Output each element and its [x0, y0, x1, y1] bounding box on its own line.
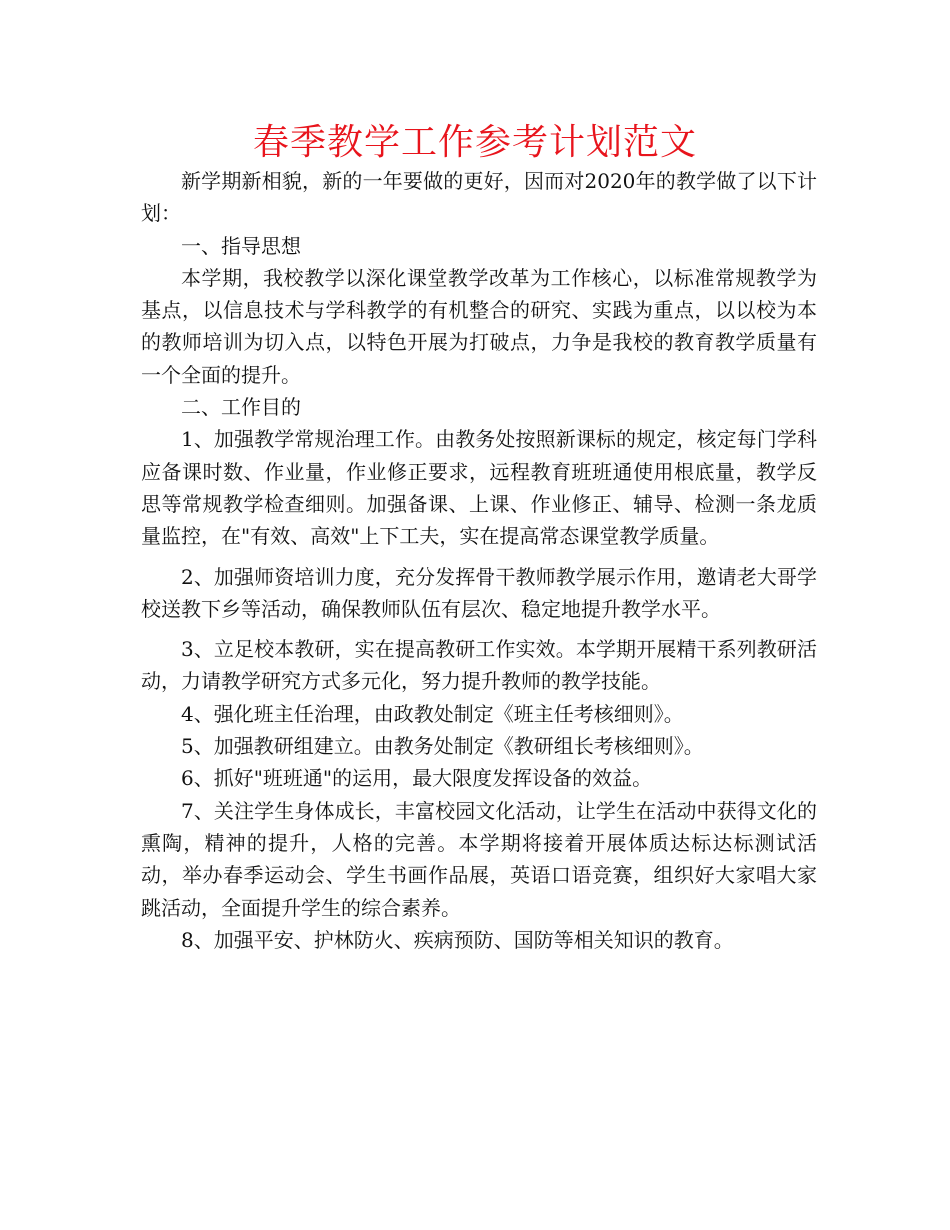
- section-heading-guiding-ideology: 一、指导思想: [181, 233, 301, 258]
- guiding-ideology-paragraph: 本学期，我校教学以深化课堂教学改革为工作核心，以标准常规教学为基点，以信息技术与学科教学的有机整合的研究、实践为重点，以以校为本的教师培训为切入点，以特色开展为打破点，力争是我校的教育教学质量有一个全面的提升。: [141, 265, 817, 387]
- goal-item-8: 8、加强平安、护林防火、疾病预防、国防等相关知识的教育。: [181, 927, 734, 952]
- goal-item-2: 2、加强师资培训力度，充分发挥骨干教师教学展示作用，邀请老大哥学校送教下乡等活动，确保教师队伍有层次、稳定地提升教学水平。: [141, 564, 817, 621]
- goal-item-6: 6、抓好"班班通"的运用，最大限度发挥设备的效益。: [181, 766, 653, 791]
- intro-paragraph: 新学期新相貌，新的一年要做的更好，因而对2020年的教学做了以下计划：: [141, 169, 817, 226]
- goal-item-7: 7、关注学生身体成长，丰富校园文化活动，让学生在活动中获得文化的熏陶，精神的提升，人格的完善。本学期将接着开展体质达标达标测试活动，举办春季运动会、学生书画作品展，英语口语竞赛，组织好大家唱大家跳活动，全面提升学生的综合素养。: [141, 798, 817, 920]
- goal-item-4: 4、强化班主任治理，由政教处制定《班主任考核细则》。: [181, 701, 684, 726]
- goal-item-3: 3、立足校本教研，实在提高教研工作实效。本学期开展精干系列教研活动，力请教学研究方式多元化，努力提升教师的教学技能。: [141, 637, 817, 694]
- document-body: [141, 165, 817, 956]
- goal-item-5: 5、加强教研组建立。由教务处制定《教研组长考核细则》。: [181, 734, 704, 759]
- document-title: 春季教学工作参考计划范文: [252, 122, 697, 163]
- section-heading-work-goals: 二、工作目的: [181, 395, 301, 420]
- goal-item-1: 1、加强教学常规治理工作。由教务处按照新课标的规定，核定每门学科应备课时数、作业量，作业修正要求，远程教育班班通使用根底量，教学反思等常规教学检查细则。加强备课、上课、作业修正、辅导、检测一条龙质量监控，在"有效、高效"上下工夫，实在提高常态课堂教学质量。: [141, 427, 817, 549]
